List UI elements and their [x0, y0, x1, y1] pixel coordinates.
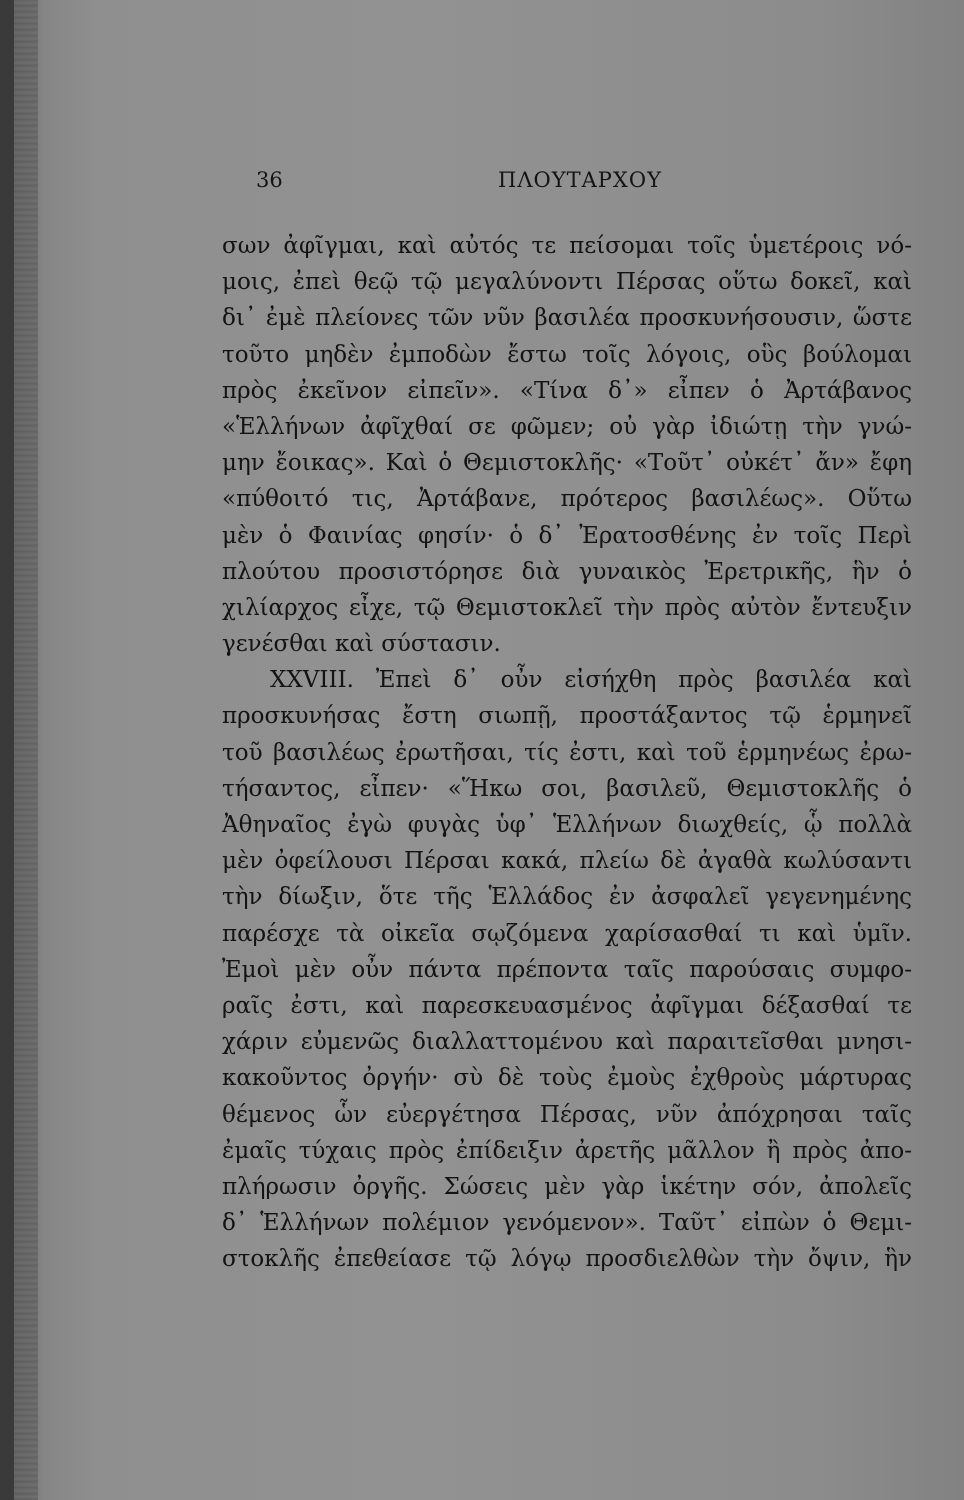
text-line: θέμενος ὧν εὐεργέτησα Πέρσας, νῦν ἀπόχρησαι ταῖς [222, 1101, 912, 1128]
text-line: τοῦ βασιλέως ἐρωτῆσαι, τίς ἐστι, καὶ τοῦ ἑρμηνέως ἐρω- [222, 739, 912, 766]
text-line: τὴν δίωξιν, ὅτε τῆς Ἑλλάδος ἐν ἀσφαλεῖ γεγενημένης [222, 884, 912, 911]
text-line: «πύθοιτό τις, Ἀρτάβανε, πρότερος βασιλέως». Οὕτω [222, 486, 912, 513]
text-line: πλήρωσιν ὀργῆς. Σώσεις μὲν γὰρ ἱκέτην σόν, ἀπολεῖς [222, 1173, 912, 1200]
text-line: κακοῦντος ὀργήν· σὺ δὲ τοὺς ἐμοὺς ἐχθροὺς μάρτυρας [222, 1065, 912, 1092]
text-line: στοκλῆς ἐπεθείασε τῷ λόγῳ προσδιελθὼν τὴν ὄψιν, ἣν [222, 1246, 912, 1273]
text-line: «Ἑλλήνων ἀφῖχθαί σε φῶμεν; οὐ γὰρ ἰδιώτῃ τὴν γνώ- [222, 413, 912, 440]
text-line: τοῦτο μηδὲν ἐμποδὼν ἔστω τοῖς λόγοις, οὓς βούλομαι [222, 341, 912, 368]
page-binding-edge [14, 0, 38, 1500]
page-number: 36 [256, 168, 283, 192]
text-line: δ᾽ Ἑλλήνων πολέμιον γενόμενον». Ταῦτ᾽ εἰπὼν ὁ Θεμι- [222, 1210, 912, 1237]
text-line: χάριν εὐμενῶς διαλλαττομένου καὶ παραιτεῖσθαι μνησι- [222, 1029, 912, 1056]
text-line: μοις, ἐπεὶ θεῷ τῷ μεγαλύνοντι Πέρσας οὕτω δοκεῖ, καὶ [222, 269, 912, 296]
text-line: χιλίαρχος εἶχε, τῷ Θεμιστοκλεῖ τὴν πρὸς αὐτὸν ἔντευξιν [222, 594, 912, 621]
text-line: δι᾽ ἐμὲ πλείονες τῶν νῦν βασιλέα προσκυνήσουσιν, ὥστε [222, 305, 912, 332]
body-text [222, 228, 912, 1277]
section-start-line: XXVIII. Ἐπεὶ δ᾽ οὖν εἰσήχθη πρὸς βασιλέα καὶ [270, 667, 912, 694]
running-title: ΠΛΟΥΤΑΡΧΟΥ [498, 168, 662, 192]
text-line: ἐμαῖς τύχαις πρὸς ἐπίδειξιν ἀρετῆς μᾶλλον ἢ πρὸς ἀπο- [222, 1137, 912, 1164]
text-line: σων ἀφῖγμαι, καὶ αὐτός τε πείσομαι τοῖς ὑμετέροις νό- [222, 233, 912, 259]
text-line: μὲν ὀφείλουσι Πέρσαι κακά, πλείω δὲ ἀγαθὰ κωλύσαντι [222, 848, 912, 875]
text-line: γενέσθαι καὶ σύστασιν. [222, 631, 501, 658]
text-line: προσκυνήσας ἔστη σιωπῇ, προστάξαντος τῷ ἑρμηνεῖ [222, 703, 912, 730]
text-line: Ἐμοὶ μὲν οὖν πάντα πρέποντα ταῖς παρούσαις συμφο- [222, 956, 912, 983]
text-line: πλούτου προσιστόρησε διὰ γυναικὸς Ἐρετρικῆς, ἣν ὁ [222, 558, 912, 585]
text-line: παρέσχε τὰ οἰκεῖα σῳζόμενα χαρίσασθαί τι καὶ ὑμῖν. [222, 920, 912, 947]
page-header [220, 168, 910, 198]
text-line: Ἀθηναῖος ἐγὼ φυγὰς ὑφ᾽ Ἑλλήνων διωχθείς, ᾧ πολλὰ [222, 812, 912, 838]
text-line: μὲν ὁ Φαινίας φησίν· ὁ δ᾽ Ἐρατοσθένης ἐν τοῖς Περὶ [222, 522, 912, 549]
text-line: ραῖς ἐστι, καὶ παρεσκευασμένος ἀφῖγμαι δέξασθαί τε [222, 992, 912, 1019]
text-line: πρὸς ἐκεῖνον εἰπεῖν». «Τίνα δ᾽» εἶπεν ὁ Ἀρτάβανος [222, 377, 912, 404]
text-line: τήσαντος, εἶπεν· «Ἥκω σοι, βασιλεῦ, Θεμιστοκλῆς ὁ [222, 775, 912, 802]
text-line: μην ἔοικας». Καὶ ὁ Θεμιστοκλῆς· «Τοῦτ᾽ οὐκέτ᾽ ἄν» ἔφη [222, 450, 912, 477]
